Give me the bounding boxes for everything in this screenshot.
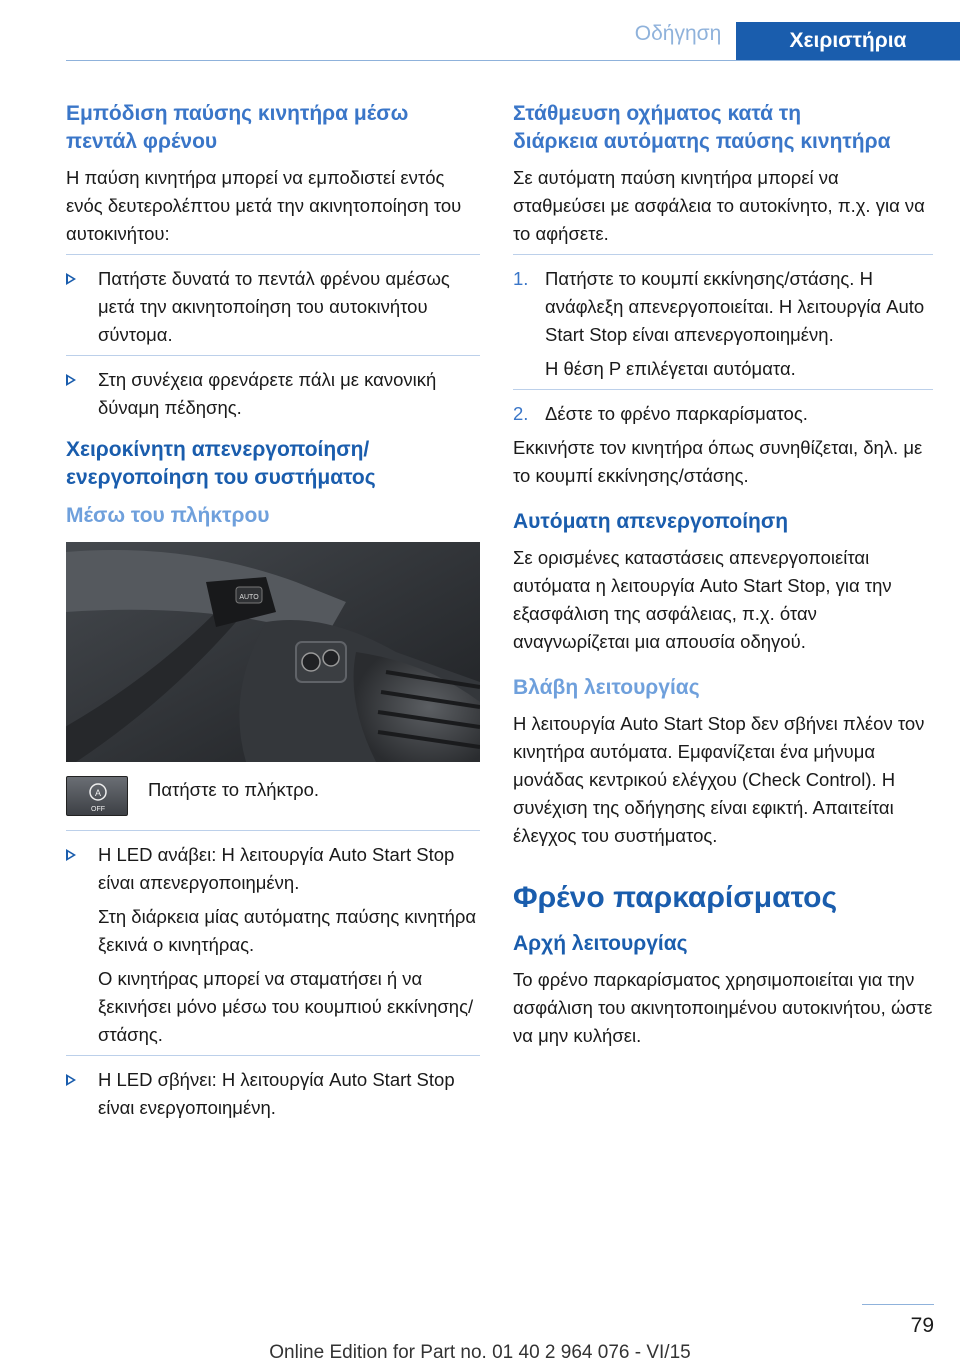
right-column — [513, 100, 933, 1056]
triangle-bullet-icon — [66, 849, 76, 861]
step-text: Πατήστε το κουμπί εκκίνησης/στάσης. Η ανάφλεξη απενεργοποιείται. Η λειτουργία Auto Start Stop είναι απενεργοποιημένη. — [545, 268, 925, 345]
divider — [66, 1055, 480, 1056]
tab-controls[interactable]: Χειριστήρια — [736, 22, 960, 60]
auto-start-stop-button-icon — [66, 776, 128, 816]
footer-divider — [862, 1304, 934, 1305]
svg-text:A: A — [94, 788, 102, 798]
paragraph: Το φρένο παρκαρίσματος χρησιμοποιείται για την ασφάλιση του ακινητοποιημένου αυτοκινήτου, ώστε να μην κυλήσει. — [513, 969, 933, 1046]
divider — [513, 389, 933, 390]
title-line-2: ενεργοποίηση του συστήματος — [66, 466, 376, 489]
dashboard-illustration — [66, 542, 480, 762]
list-item — [66, 366, 480, 422]
paragraph: Εκκινήστε τον κινητήρα όπως συνηθίζεται, δηλ. με το κουμπί εκκίνησης/στάσης. — [513, 437, 923, 486]
title-line-2: πεντάλ φρένου — [66, 130, 218, 153]
tab-driving[interactable]: Οδήγηση — [634, 22, 722, 45]
list-item — [66, 265, 480, 349]
header-divider — [66, 60, 960, 61]
step-extra: Η θέση P επιλέγεται αυτόματα. — [545, 358, 796, 379]
list-item-text: Η LED σβήνει: Η λειτουργία Auto Start Stop είναι ενεργοποιημένη. — [98, 1069, 455, 1118]
list-item-text: Πατήστε δυνατά το πεντάλ φρένου αμέσως μετά την ακινητοποίηση του αυτοκινήτου σύντομα. — [98, 268, 450, 345]
list-item-text: Η LED ανάβει: Η λειτουργία Auto Start Stop είναι απενεργοποιημένη. — [98, 844, 455, 893]
triangle-bullet-icon — [66, 374, 76, 386]
edition-note: Online Edition for Part no. 01 40 2 964 076 - VI/15 — [269, 1342, 691, 1362]
paragraph: Σε αυτόματη παύση κινητήρα μπορεί να σταθμεύσει με ασφάλεια το αυτοκίνητο, π.χ. για να το αφήσετε. — [513, 167, 925, 244]
section-title-brake-prevent — [66, 100, 480, 156]
list-item — [66, 841, 480, 1049]
list-item-text: Στη συνέχεια φρενάρετε πάλι με κανονική δύναμη πέδησης. — [98, 369, 437, 418]
numbered-step — [513, 400, 933, 428]
paragraph: Η παύση κινητήρα μπορεί να εμποδιστεί εντός ενός δευτερολέπτου μετά την ακινητοποίηση του αυτοκινήτου: — [66, 167, 462, 244]
title-line-1: Χειροκίνητη απενεργοποίηση/ — [66, 438, 370, 461]
section-title-principle: Αρχή λειτουργίας — [513, 932, 688, 955]
page-footer — [0, 1300, 960, 1362]
title-line-1: Εμπόδιση παύσης κινητήρα μέσω — [66, 102, 409, 125]
list-item-text: Στη διάρκεια μίας αυτόματης παύσης κινητήρα ξεκινά ο κινητήρας. — [98, 906, 477, 955]
section-title-parking — [513, 100, 933, 156]
step-number: 1. — [513, 268, 529, 289]
step-text: Δέστε το φρένο παρκαρίσματος. — [545, 403, 808, 424]
paragraph: Σε ορισμένες καταστάσεις απενεργοποιείται αυτόματα η λειτουργία Auto Start Stop, για την εξασφάλιση της ασφάλειας, π.χ. όταν αναγνωρίζεται μια απουσία οδηγού. — [513, 547, 892, 652]
divider — [66, 355, 480, 356]
divider — [513, 254, 933, 255]
title-line-1: Στάθμευση οχήματος κατά τη — [513, 102, 802, 125]
page-header — [0, 0, 960, 62]
triangle-bullet-icon — [66, 1074, 76, 1086]
chapter-title-parking-brake: Φρένο παρκαρίσματος — [513, 881, 838, 914]
off-label: OFF — [91, 806, 105, 813]
section-title-auto-deactivation: Αυτόματη απενεργοποίηση — [513, 510, 789, 533]
button-caption: Πατήστε το πλήκτρο. — [148, 779, 320, 800]
button-caption-row — [66, 776, 480, 820]
section-title-malfunction: Βλάβη λειτουργίας — [513, 676, 700, 699]
paragraph: Η λειτουργία Auto Start Stop δεν σβήνει πλέον τον κινητήρα αυτόματα. Εμφανίζεται ένα μήνυμα μονάδας κεντρικού ελέγχου (Check Control). Η συνέχιση της οδήγησης είναι εφικτή. Απαιτείται έλεγχος του συστήματος. — [513, 713, 925, 846]
subsection-title-button: Μέσω του πλήκτρου — [66, 504, 270, 527]
auto-start-stop-glyph — [67, 777, 129, 817]
triangle-bullet-icon — [66, 273, 76, 285]
section-title-manual — [66, 436, 480, 492]
left-column — [66, 100, 480, 1128]
page-number: 79 — [910, 1314, 934, 1337]
title-line-2: διάρκεια αυτόματης παύσης κινητήρα — [513, 130, 891, 153]
divider — [66, 830, 480, 831]
auto-button-label: AUTO — [239, 594, 259, 601]
numbered-step — [513, 265, 933, 383]
list-item — [66, 1066, 480, 1122]
dashboard-photo — [66, 542, 480, 762]
list-item-text: Ο κινητήρας μπορεί να σταματήσει ή να ξεκινήσει μόνο μέσω του κουμπιού εκκίνησης/στάσης. — [98, 968, 474, 1045]
step-number: 2. — [513, 403, 529, 424]
divider — [66, 254, 480, 255]
